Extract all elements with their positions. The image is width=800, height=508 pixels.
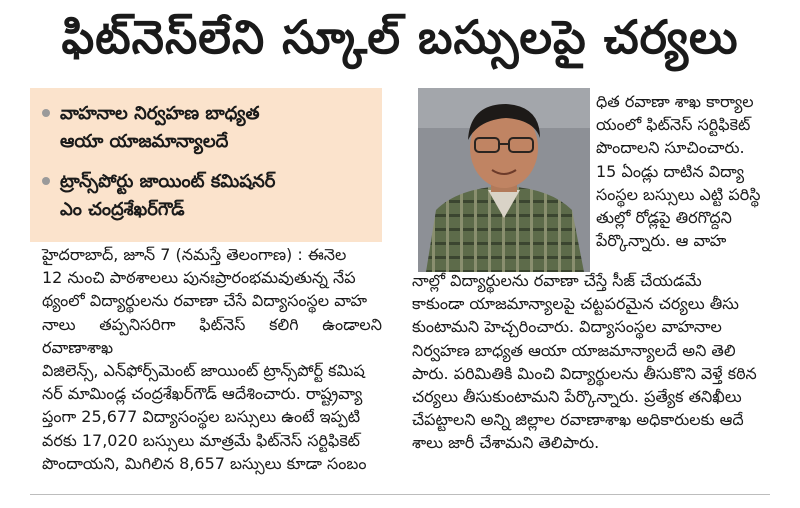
highlight-text: ట్రాన్స్‌పోర్టు జాయింట్‌ కమిషనర్‌ ఎం చంద్రశేఖర్‌గౌడ్‌ bbox=[60, 171, 276, 220]
article-body-right-top: ధిత రవాణా శాఖ కార్యాల యంలో ఫిట్‌నెస్‌ సర్టిఫికెట్‌ పొందాలని సూచించారు. 15 ఏండ్లు దాటిన విద్యా సంస్థల బస్సులు ఎట్టి పరిస్థి తుల్లో రోడ్లపై తిరగొద్దని పేర్కొన్నారు. ఆ వాహ bbox=[596, 92, 761, 251]
bullet-icon bbox=[42, 177, 50, 185]
highlight-item bbox=[42, 100, 382, 156]
highlight-item bbox=[42, 168, 382, 224]
highlight-text: వాహనాల నిర్వహణ బాధ్యత ఆయా యాజమాన్యాలదే bbox=[60, 103, 260, 152]
highlight-box bbox=[30, 88, 382, 242]
article-body-right-bottom: నాల్లో విద్యార్థులను రవాణా చేస్తే సీజ్‌ చేయడమే కాకుండా యాజమాన్యాలపై చట్టపరమైన చర్యలు తీసు కుంటామని హెచ్చరించారు. విద్యాసంస్థల వాహనాల నిర్వహణ బాధ్యత ఆయా యాజమాన్యాలదే అని తెలి పారు. పరిమితికి మించి విద్యార్థులను తీసుకొని వెళ్తే కఠిన చర్యలు తీసుకుంటామని పేర్కొన్నారు. ప్రత్యేక తనిఖీలు చేపట్టాలని అన్ని జిల్లాల రవాణాశాఖ అధికారులకు ఆదే శాలు జారీ చేశామని తెలిపారు. bbox=[412, 271, 757, 453]
headline: ఫిట్‌నెస్‌లేని స్కూల్‌ బస్సులపై చర్యలు bbox=[61, 10, 739, 64]
article-body-left: హైదరాబాద్‌, జూన్‌ 7 (నమస్తే తెలంగాణ) : ఈనెల 12 నుంచి పాఠశాలలు పునఃప్రారంభమవుతున్న నేప థ్యంలో విద్యార్థులను రవాణా చేసే విద్యాసంస్థల వాహ నాలు తప్పనిసరిగా ఫిట్‌నెస్‌ కలిగి ఉండాలని రవాణాశాఖ విజిలెన్స్‌, ఎన్‌ఫోర్స్‌మెంట్‌ జాయింట్‌ ట్రాన్స్‌పోర్ట్‌ కమిష నర్‌ మామిండ్ల చంద్రశేఖర్‌గౌడ్‌ ఆదేశించారు. రాష్ట్రవ్యా ప్తంగా 25,677 విద్యాసంస్థల బస్సులు ఉంటే ఇప్పటి వరకు 17,020 బస్సులు మాత్రమే ఫిట్‌నెస్‌ సర్టిఫికెట్‌ పొందాయని, మిగిలిన 8,657 బస్సులు కూడా సంబం bbox=[42, 245, 382, 473]
divider bbox=[30, 494, 770, 495]
person-portrait-icon bbox=[418, 88, 590, 272]
bullet-icon bbox=[42, 109, 50, 117]
person-photo bbox=[418, 88, 590, 272]
